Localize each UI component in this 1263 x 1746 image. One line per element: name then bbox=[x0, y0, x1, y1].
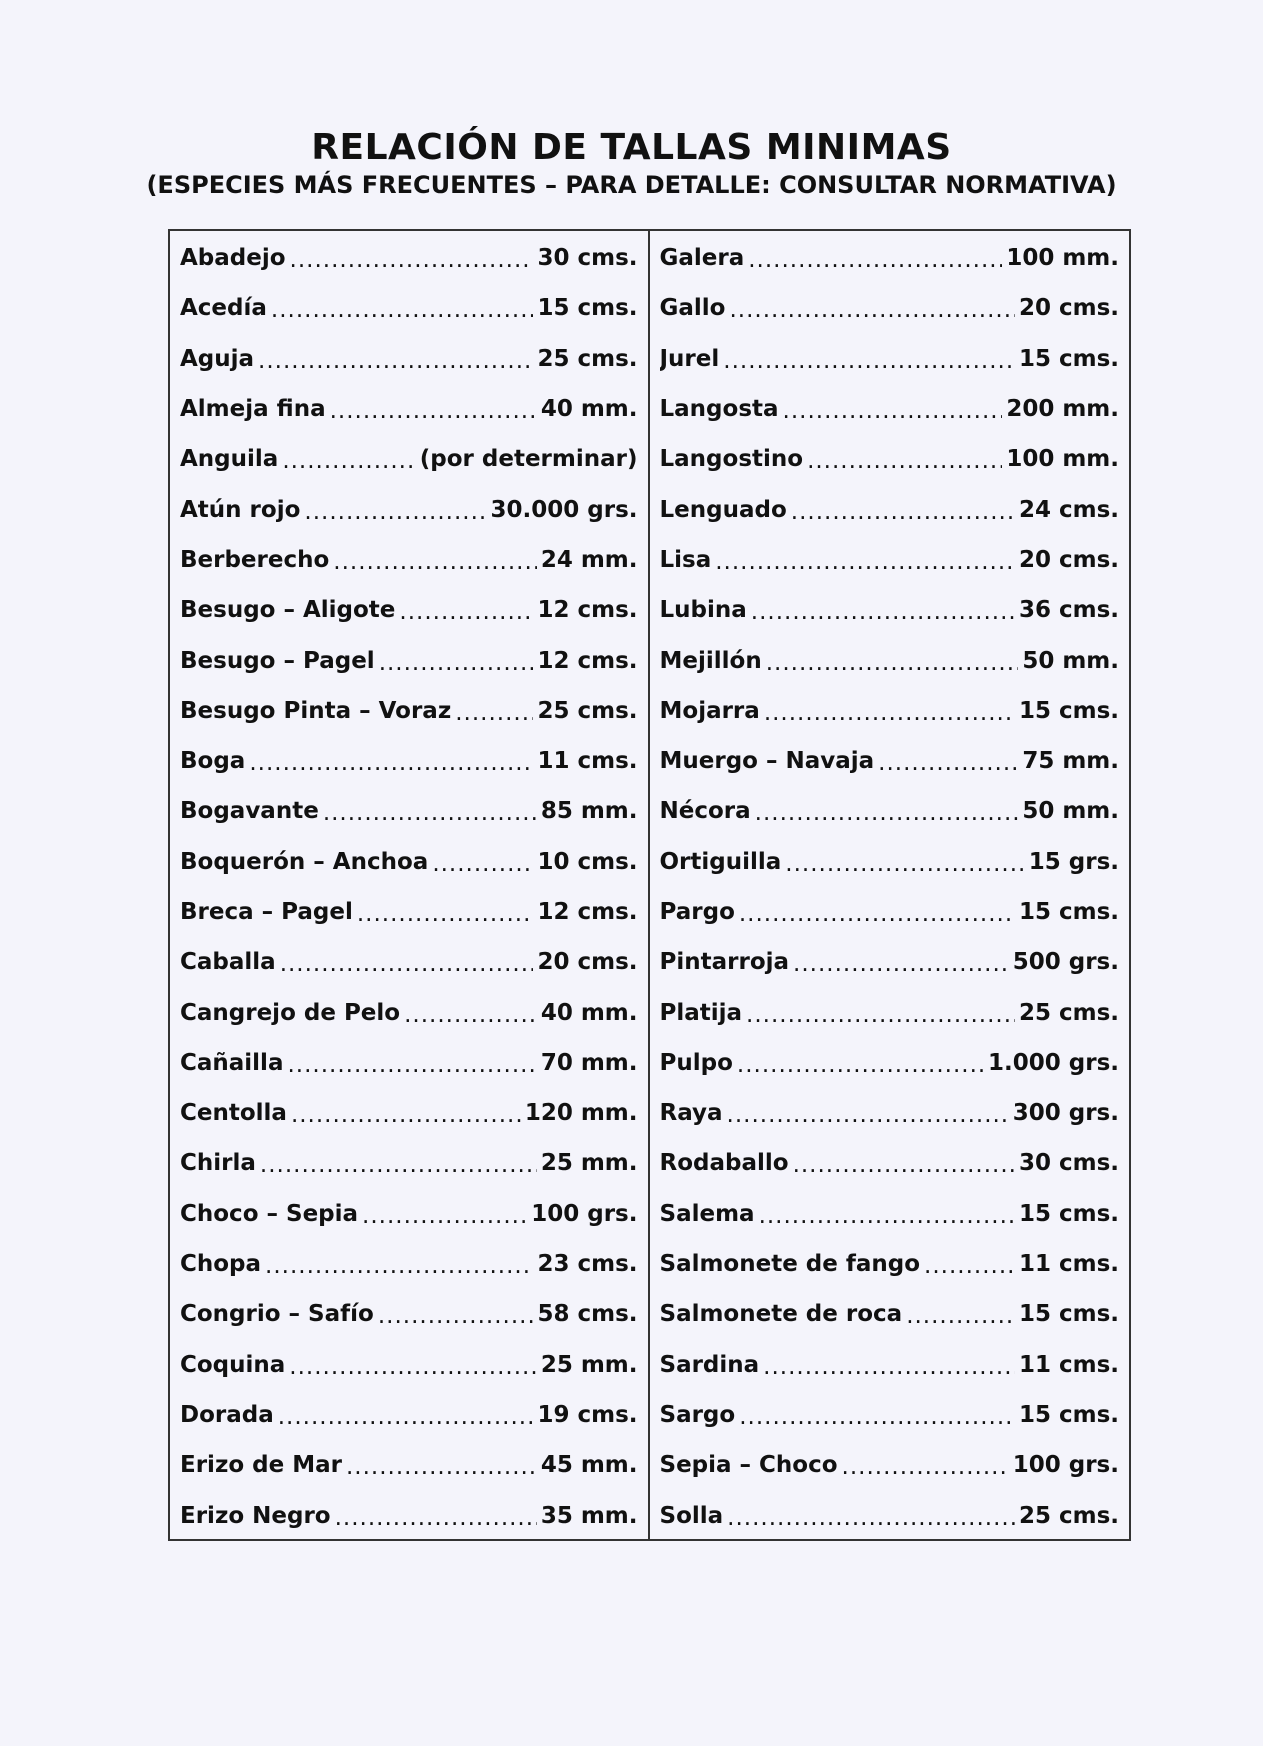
dot-leader bbox=[924, 1253, 1015, 1279]
minimum-size: 15 cms. bbox=[1018, 697, 1119, 724]
species-row bbox=[180, 484, 638, 534]
minimum-size: 25 cms. bbox=[537, 345, 638, 372]
minimum-size: 1.000 grs. bbox=[988, 1049, 1119, 1076]
species-row bbox=[180, 1138, 638, 1188]
species-name: Pargo bbox=[659, 899, 735, 925]
minimum-size: 20 cms. bbox=[537, 949, 638, 976]
dot-leader bbox=[362, 1203, 527, 1229]
minimum-size: 15 cms. bbox=[1018, 1200, 1119, 1227]
dot-leader bbox=[723, 348, 1015, 374]
minimum-size: 19 cms. bbox=[537, 1401, 638, 1428]
minimum-size: 12 cms. bbox=[537, 647, 638, 674]
minimum-size: 11 cms. bbox=[537, 748, 638, 775]
species-name: Chopa bbox=[180, 1251, 262, 1278]
dot-leader bbox=[739, 1404, 1015, 1430]
minimum-size: 15 cms. bbox=[1018, 1401, 1119, 1428]
species-row bbox=[180, 585, 638, 635]
dot-leader bbox=[793, 951, 1009, 977]
dot-leader bbox=[727, 1102, 1009, 1128]
species-name: Anguila bbox=[180, 446, 279, 473]
dot-leader bbox=[783, 398, 1003, 424]
minimum-size: 50 mm. bbox=[1022, 798, 1119, 825]
minimum-size: 45 mm. bbox=[540, 1452, 638, 1479]
species-row bbox=[660, 1038, 1120, 1088]
dot-leader bbox=[763, 1354, 1015, 1380]
dot-leader bbox=[729, 297, 1014, 323]
species-row bbox=[180, 1340, 638, 1390]
dot-leader bbox=[746, 1002, 1015, 1028]
species-row bbox=[660, 937, 1120, 987]
species-row bbox=[180, 686, 638, 736]
dot-leader bbox=[278, 1404, 534, 1430]
dot-leader bbox=[335, 1505, 537, 1531]
dot-leader bbox=[766, 650, 1019, 676]
species-name: Breca – Pagel bbox=[180, 899, 353, 925]
species-row bbox=[180, 786, 638, 836]
species-name: Jurel bbox=[659, 345, 720, 372]
species-name: Gallo bbox=[659, 295, 726, 322]
minimum-size: 20 cms. bbox=[1018, 295, 1119, 322]
species-name: Nécora bbox=[659, 798, 751, 825]
dot-leader bbox=[791, 499, 1015, 525]
species-row bbox=[660, 736, 1120, 786]
species-name: Cangrejo de Pelo bbox=[180, 999, 401, 1026]
species-name: Caballa bbox=[180, 949, 276, 976]
species-name: Galera bbox=[659, 245, 745, 272]
species-name: Langosta bbox=[659, 396, 779, 423]
species-name: Platija bbox=[659, 999, 743, 1026]
species-name: Rodaballo bbox=[659, 1150, 789, 1177]
dot-leader bbox=[290, 247, 534, 273]
dot-leader bbox=[793, 1152, 1015, 1178]
species-name: Pintarroja bbox=[659, 949, 790, 976]
species-row bbox=[660, 1390, 1120, 1440]
right-column bbox=[650, 231, 1130, 1539]
species-name: Berberecho bbox=[180, 546, 330, 573]
minimum-size: 15 grs. bbox=[1028, 848, 1119, 875]
minimum-size: 100 grs. bbox=[1012, 1452, 1119, 1479]
species-row bbox=[180, 937, 638, 987]
minimum-size: 100 mm. bbox=[1006, 446, 1119, 473]
dot-leader bbox=[330, 398, 537, 424]
species-row bbox=[660, 484, 1120, 534]
species-row bbox=[180, 736, 638, 786]
species-name: Congrio – Safío bbox=[180, 1301, 374, 1328]
species-row bbox=[660, 334, 1120, 384]
minimum-size: 85 mm. bbox=[540, 798, 638, 825]
minimum-size: 75 mm. bbox=[1022, 748, 1119, 775]
dot-leader bbox=[323, 800, 537, 826]
dot-leader bbox=[739, 901, 1015, 927]
species-name: Centolla bbox=[180, 1100, 287, 1127]
species-name: Boga bbox=[180, 748, 246, 775]
species-row bbox=[660, 384, 1120, 434]
species-row bbox=[660, 1088, 1120, 1138]
minimum-size: 20 cms. bbox=[1018, 546, 1119, 573]
species-row bbox=[180, 1390, 638, 1440]
species-name: Sepia – Choco bbox=[659, 1452, 838, 1479]
species-name: Mojarra bbox=[659, 697, 760, 724]
species-name: Cañailla bbox=[180, 1049, 284, 1076]
species-row bbox=[660, 635, 1120, 685]
left-column bbox=[170, 231, 650, 1539]
minimum-size: 23 cms. bbox=[537, 1251, 638, 1278]
dot-leader bbox=[759, 1203, 1015, 1229]
dot-leader bbox=[346, 1454, 537, 1480]
minimum-size: 40 mm. bbox=[540, 999, 638, 1026]
dot-leader bbox=[249, 750, 533, 776]
minimum-size: 11 cms. bbox=[1018, 1251, 1119, 1278]
minimum-size: 300 grs. bbox=[1012, 1100, 1119, 1127]
minimum-size: 70 mm. bbox=[540, 1049, 638, 1076]
species-name: Erizo Negro bbox=[180, 1502, 331, 1529]
species-row bbox=[180, 987, 638, 1037]
species-row bbox=[180, 384, 638, 434]
dot-leader bbox=[280, 951, 534, 977]
minimum-size: 58 cms. bbox=[537, 1301, 638, 1328]
species-name: Solla bbox=[659, 1502, 724, 1529]
dot-leader bbox=[751, 599, 1015, 625]
species-name: Atún rojo bbox=[180, 496, 301, 523]
minimum-size: 25 mm. bbox=[540, 1351, 638, 1378]
species-row bbox=[180, 233, 638, 283]
species-row bbox=[660, 1440, 1120, 1490]
minimum-size: 15 cms. bbox=[1018, 1301, 1119, 1328]
document-title: RELACIÓN DE TALLAS MINIMAS bbox=[311, 127, 952, 168]
species-name: Coquina bbox=[180, 1351, 286, 1378]
species-row bbox=[660, 887, 1120, 937]
species-row bbox=[660, 233, 1120, 283]
dot-leader bbox=[432, 851, 533, 877]
dot-leader bbox=[258, 348, 533, 374]
dot-leader bbox=[333, 549, 537, 575]
species-name: Dorada bbox=[180, 1401, 274, 1428]
species-row bbox=[660, 585, 1120, 635]
species-name: Ortiguilla bbox=[659, 848, 782, 875]
species-name: Chirla bbox=[180, 1150, 256, 1177]
species-name: Lubina bbox=[659, 597, 747, 624]
dot-leader bbox=[878, 750, 1018, 776]
species-name: Salmonete de roca bbox=[659, 1301, 903, 1328]
species-row bbox=[180, 887, 638, 937]
dot-leader bbox=[842, 1454, 1009, 1480]
species-row bbox=[180, 1289, 638, 1339]
species-row bbox=[660, 786, 1120, 836]
species-name: Acedía bbox=[180, 295, 267, 322]
species-row bbox=[180, 1239, 638, 1289]
species-name: Besugo – Pagel bbox=[180, 647, 375, 674]
dot-leader bbox=[265, 1253, 533, 1279]
species-name: Choco – Sepia bbox=[180, 1200, 359, 1227]
document-subtitle: (ESPECIES MÁS FRECUENTES – PARA DETALLE: CONSULTAR NORMATIVA) bbox=[146, 171, 1117, 199]
dot-leader bbox=[807, 448, 1002, 474]
species-row bbox=[180, 1038, 638, 1088]
species-name: Sargo bbox=[659, 1401, 736, 1428]
minimum-size: 12 cms. bbox=[537, 899, 638, 925]
species-name: Lisa bbox=[659, 546, 712, 573]
species-name: Aguja bbox=[180, 345, 255, 372]
minimum-size: 12 cms. bbox=[537, 597, 638, 624]
species-name: Pulpo bbox=[659, 1049, 733, 1076]
dot-leader bbox=[357, 901, 534, 927]
minimum-size: 200 mm. bbox=[1006, 396, 1119, 423]
dot-leader bbox=[304, 499, 486, 525]
species-row bbox=[180, 535, 638, 585]
dot-leader bbox=[764, 700, 1015, 726]
dot-leader bbox=[404, 1002, 537, 1028]
species-name: Boquerón – Anchoa bbox=[180, 848, 429, 875]
species-row bbox=[180, 1088, 638, 1138]
species-name: Lenguado bbox=[659, 496, 787, 523]
dot-leader bbox=[755, 800, 1019, 826]
dot-leader bbox=[715, 549, 1015, 575]
dot-leader bbox=[271, 297, 534, 323]
species-name: Erizo de Mar bbox=[180, 1452, 342, 1479]
dot-leader bbox=[748, 247, 1002, 273]
species-name: Sardina bbox=[659, 1351, 760, 1378]
species-row bbox=[180, 1490, 638, 1540]
minimum-size: 30 cms. bbox=[537, 245, 638, 272]
species-row bbox=[180, 334, 638, 384]
minimum-size: 11 cms. bbox=[1018, 1351, 1119, 1378]
species-row bbox=[180, 1440, 638, 1490]
dot-leader bbox=[737, 1052, 984, 1078]
species-row bbox=[660, 1340, 1120, 1390]
minimum-size: 36 cms. bbox=[1018, 597, 1119, 624]
species-row bbox=[660, 1239, 1120, 1289]
minimum-size: 10 cms. bbox=[537, 848, 638, 875]
minimum-size: (por determinar) bbox=[419, 446, 638, 473]
species-row bbox=[660, 987, 1120, 1037]
minimum-size: 35 mm. bbox=[540, 1502, 638, 1529]
dot-leader bbox=[289, 1354, 537, 1380]
species-name: Salema bbox=[659, 1200, 755, 1227]
species-row bbox=[180, 434, 638, 484]
minimum-size: 100 mm. bbox=[1006, 245, 1119, 272]
species-row bbox=[660, 1189, 1120, 1239]
species-row bbox=[660, 535, 1120, 585]
dot-leader bbox=[455, 700, 533, 726]
minimum-size: 100 grs. bbox=[531, 1200, 638, 1227]
minimum-size: 15 cms. bbox=[537, 295, 638, 322]
minimum-size: 25 cms. bbox=[1018, 1502, 1119, 1529]
minimum-size: 25 cms. bbox=[1018, 999, 1119, 1026]
minimum-size: 500 grs. bbox=[1012, 949, 1119, 976]
dot-leader bbox=[399, 599, 533, 625]
minimum-size: 15 cms. bbox=[1018, 345, 1119, 372]
minimum-size: 24 mm. bbox=[540, 546, 638, 573]
species-name: Besugo Pinta – Voraz bbox=[180, 697, 452, 724]
species-name: Besugo – Aligote bbox=[180, 597, 396, 624]
dot-leader bbox=[379, 650, 534, 676]
species-row bbox=[660, 434, 1120, 484]
sizes-table bbox=[168, 229, 1131, 1541]
species-row bbox=[660, 686, 1120, 736]
species-row bbox=[660, 1138, 1120, 1188]
species-name: Muergo – Navaja bbox=[659, 748, 875, 775]
species-row bbox=[660, 283, 1120, 333]
species-name: Almeja fina bbox=[180, 396, 326, 423]
species-row bbox=[660, 837, 1120, 887]
minimum-size: 25 cms. bbox=[537, 697, 638, 724]
species-row bbox=[660, 1490, 1120, 1540]
minimum-size: 15 cms. bbox=[1018, 899, 1119, 925]
dot-leader bbox=[785, 851, 1024, 877]
dot-leader bbox=[282, 448, 415, 474]
species-name: Raya bbox=[659, 1100, 723, 1127]
minimum-size: 50 mm. bbox=[1022, 647, 1119, 674]
species-row bbox=[180, 837, 638, 887]
dot-leader bbox=[260, 1152, 537, 1178]
species-name: Mejillón bbox=[659, 647, 762, 674]
species-name: Langostino bbox=[659, 446, 804, 473]
dot-leader bbox=[291, 1102, 521, 1128]
dot-leader bbox=[906, 1303, 1015, 1329]
species-row bbox=[660, 1289, 1120, 1339]
dot-leader bbox=[727, 1505, 1015, 1531]
minimum-size: 120 mm. bbox=[524, 1100, 638, 1127]
dot-leader bbox=[378, 1303, 534, 1329]
species-row bbox=[180, 283, 638, 333]
species-row bbox=[180, 1189, 638, 1239]
species-name: Bogavante bbox=[180, 798, 319, 825]
species-name: Abadejo bbox=[180, 245, 286, 272]
minimum-size: 30.000 grs. bbox=[490, 496, 638, 523]
minimum-size: 24 cms. bbox=[1018, 496, 1119, 523]
dot-leader bbox=[287, 1052, 536, 1078]
minimum-size: 30 cms. bbox=[1018, 1150, 1119, 1177]
minimum-size: 40 mm. bbox=[540, 396, 638, 423]
species-row bbox=[180, 635, 638, 685]
species-name: Salmonete de fango bbox=[659, 1251, 921, 1278]
minimum-size: 25 mm. bbox=[540, 1150, 638, 1177]
